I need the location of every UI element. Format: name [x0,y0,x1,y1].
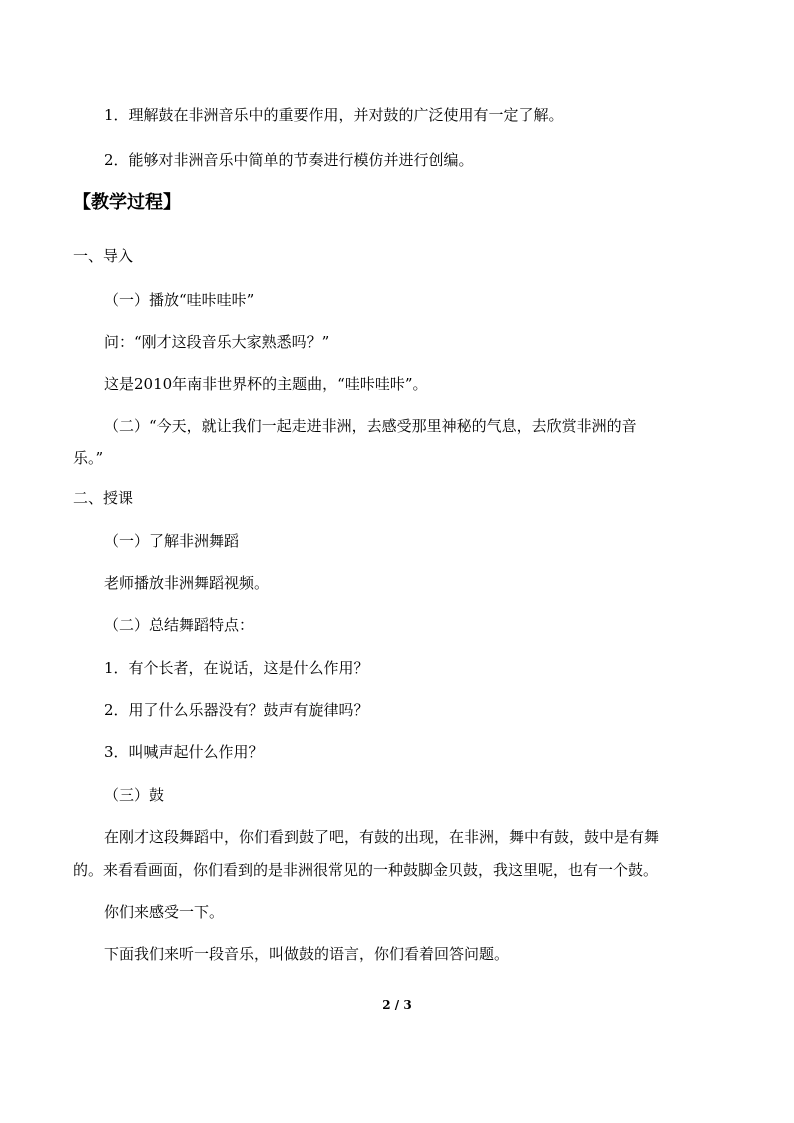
section1-question: 问：“刚才这段音乐大家熟悉吗？” [104,333,330,351]
section1-answer: 这是2010年南非世界杯的主题曲，“哇咔哇咔”。 [104,375,428,393]
section1-item2-line2: 乐。” [73,449,104,467]
section1-item2-line1: （二）“今天，就让我们一起走进非洲，去感受那里神秘的气息，去欣赏非洲的音 [104,417,637,435]
drum-text-line1: 在刚才这段舞蹈中，你们看到鼓了吧，有鼓的出现，在非洲，舞中有鼓，鼓中是有舞 [104,828,660,846]
objective-1: 1．理解鼓在非洲音乐中的重要作用，并对鼓的广泛使用有一定了解。 [104,106,564,124]
page-number: 2 / 3 [382,998,412,1012]
section2-item2: （二）总结舞蹈特点： [104,616,255,634]
drum-text-line2: 的。来看看画面，你们看到的是非洲很常见的一种鼓脚金贝鼓，我这里呢，也有一个鼓。 [73,861,659,879]
section2-q1: 1．有个长者，在说话，这是什么作用？ [104,659,369,677]
process-heading: 【教学过程】 [73,192,181,213]
section2-q2: 2．用了什么乐器没有？鼓声有旋律吗？ [104,701,369,719]
section2-title: 二、授课 [73,489,134,507]
section2-item1: （一）了解非洲舞蹈 [104,532,240,550]
objective-2: 2．能够对非洲音乐中简单的节奏进行模仿并进行创编。 [104,151,474,169]
feel-text: 你们来感受一下。 [104,903,225,921]
listen-text: 下面我们来听一段音乐，叫做鼓的语言，你们看着回答问题。 [104,945,510,963]
section2-q3: 3．叫喊声起什么作用？ [104,743,264,761]
section1-item1: （一）播放“哇咔哇咔” [104,291,255,309]
section2-item1-text: 老师播放非洲舞蹈视频。 [104,574,270,592]
section1-title: 一、导入 [73,247,134,265]
section2-item3: （三）鼓 [104,786,165,804]
